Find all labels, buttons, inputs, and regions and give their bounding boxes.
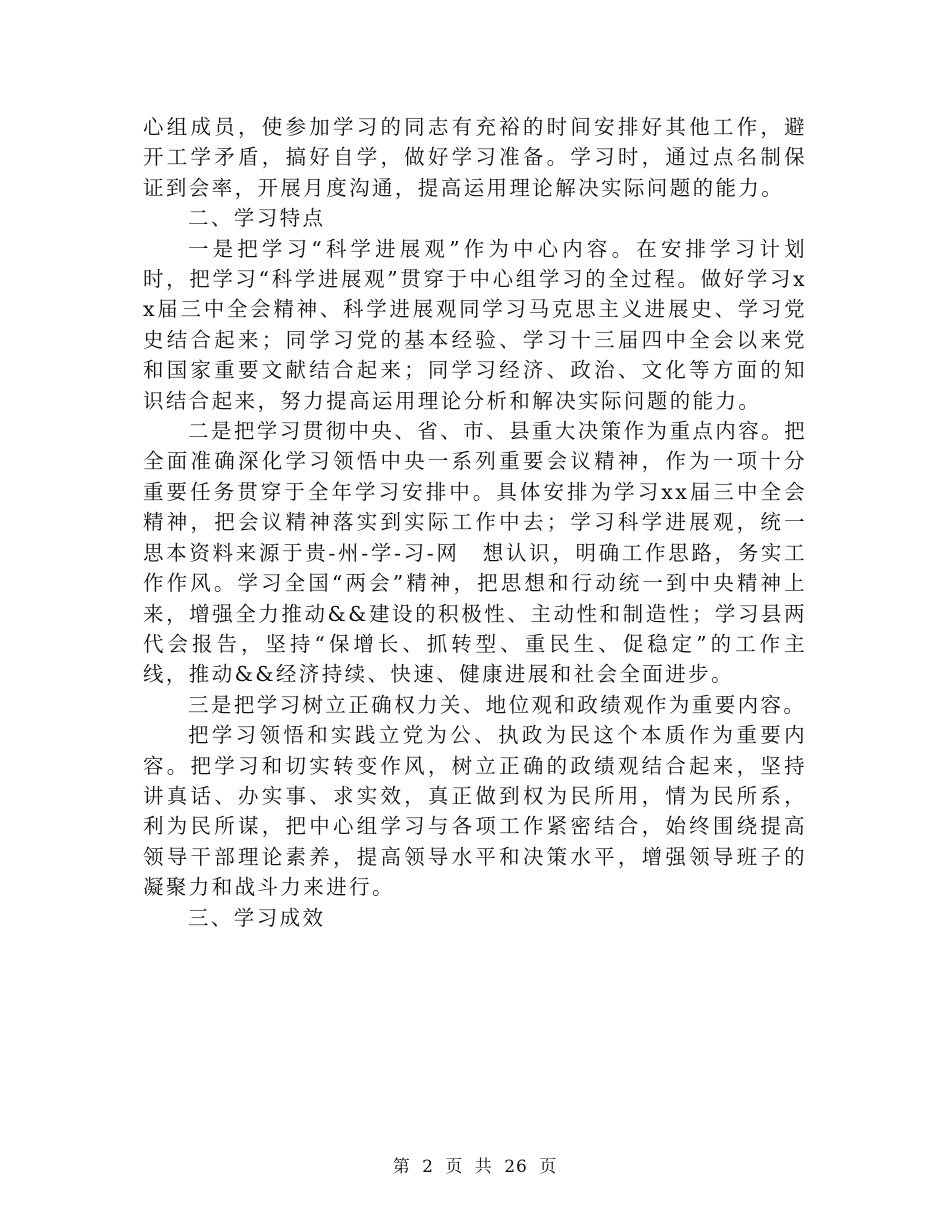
section-heading-results: 三、学习成效 <box>188 905 326 930</box>
section-heading-features: 二、学习特点 <box>188 206 326 231</box>
paragraph-1: 心组成员，使参加学习的同志有充裕的时间安排好其他工作，避开工学矛盾，搞好自学，做好学习准备。学习时，通过点名制保证到会率，开展月度沟通，提高运用理论解决实际问题的能力。 <box>143 115 807 200</box>
page-number-footer: 第 2 页 共 26 页 <box>392 1157 558 1177</box>
paragraph-essence: 把学习领悟和实践立党为公、执政为民这个本质作为重要内容。把学习和切实转变作风，树立正确的政绩观结合起来，坚持讲真话、办实事、求实效，真正做到权为民所用，情为民所系，利为民所谋，把中心组学习与各项工作紧密结合，始终围绕提高领导干部理论素养，提高领导水平和决策水平，增强领导班子的凝聚力和战斗力来进行。 <box>143 723 807 900</box>
paragraph-point-two: 二是把学习贯彻中央、省、市、县重大决策作为重点内容。把全面准确深化学习领悟中央一系列重要会议精神，作为一项十分重要任务贯穿于全年学习安排中。具体安排为学习xx届三中全会精神，把会议精神落实到实际工作中去；学习科学进展观，统一思本资料来源于贵-州-学-习-网 想认识，明确工作思路，务实工作作风。学习全国“两会”精神，把思想和行动统一到中央精神上来，增强全力推动&&建设的积极性、主动性和制造性；学习县两代会报告，坚持“保增长、抓转型、重民生、促稳定”的工作主线，推动&&经济持续、快速、健康进展和社会全面进步。 <box>143 419 807 687</box>
document-body <box>143 112 807 933</box>
paragraph-point-three: 三是把学习树立正确权力关、地位观和政绩观作为重要内容。 <box>188 692 807 717</box>
paragraph-point-one: 一是把学习“科学进展观”作为中心内容。在安排学习计划时，把学习“科学进展观”贯穿于中心组学习的全过程。做好学习xx届三中全会精神、科学进展观同学习马克思主义进展史、学习党史结合起来；同学习党的基本经验、学习十三届四中全会以来党和国家重要文献结合起来；同学习经济、政治、文化等方面的知识结合起来，努力提高运用理论分析和解决实际问题的能力。 <box>143 236 807 413</box>
